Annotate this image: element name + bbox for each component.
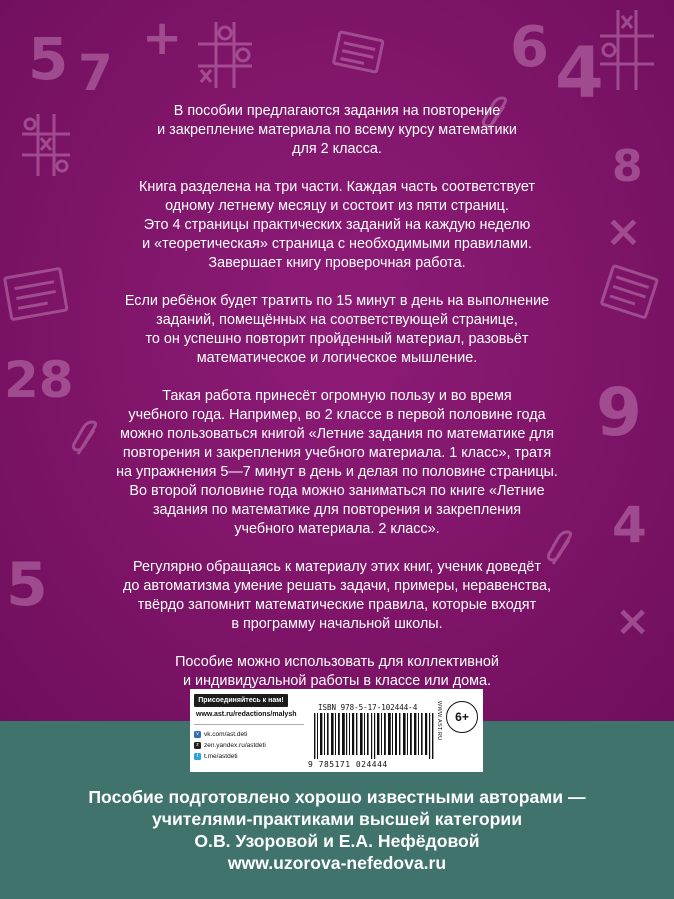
telegram-icon: t: [194, 753, 201, 760]
paragraph-school-year: Такая работа принесёт огромную пользу и во время учебного года. Например, во 2 классе в первой половине года можно пользоваться книгой «Летние задания по математике для повторения и закрепления учебного материала. 1 класс», тратя на упражнения 5—7 минут в день и делая по половине страницы. Во второй половине года можно заниматься по книге «Летние задания по математике для повторения и закрепления учебного материала. 2 класс».: [116, 388, 558, 537]
social-link-telegram[interactable]: [194, 751, 266, 761]
vertical-site-text: WWW.AST.RU: [436, 701, 442, 741]
description-text: [80, 102, 594, 710]
deco-digit-9: 9: [596, 374, 642, 451]
notebook-sheet-icon: [330, 30, 386, 76]
deco-digits-28: 28: [4, 351, 74, 409]
join-us-button[interactable]: Присоединяйтесь к нам!: [194, 694, 288, 707]
vk-icon: v: [194, 731, 201, 738]
barcode-number: 9 785171 024444: [308, 760, 388, 769]
authors-names: О.В. Узоровой и Е.А. Нефёдовой: [194, 831, 480, 851]
barcode-image: [312, 713, 434, 759]
deco-multiply: ×: [605, 206, 642, 257]
authors-block: [30, 786, 644, 874]
deco-digit-5b: 5: [6, 550, 48, 620]
notebook-sheet-icon: [600, 264, 660, 322]
deco-digit-5: 5: [28, 25, 69, 93]
panel-divider: [194, 724, 304, 725]
social-link-text: vk.com/ast.deti: [204, 730, 248, 738]
social-link-zen[interactable]: [194, 740, 266, 750]
social-links: [194, 729, 266, 762]
tic-tac-toe-grid-icon: [196, 20, 254, 90]
paragraph-benefits: Регулярно обращаясь к материалу этих книг, ученик доведёт до автоматизма умение решать задачи, примеры, неравенства, твёрдо запомнит математические правила, которые входят в программу начальной школы.: [122, 559, 552, 632]
deco-digit-4: 4: [555, 32, 604, 114]
authors-line: учителями-практиками высшей категории: [151, 809, 523, 829]
social-link-vk[interactable]: [194, 729, 266, 739]
paragraph-daily-practice: Если ребёнок будет тратить по 15 минут в день на выполнение заданий, помещённых на соответствующей странице, то он успешно повторит пройденный материал, разовьёт математическое и логическое мышление.: [124, 293, 550, 366]
tic-tac-toe-grid-icon: [20, 112, 72, 178]
tic-tac-toe-grid-icon: [598, 8, 656, 92]
paragraph-intro: В пособии предлагаются задания на повторение и закрепление материала по всему курсу математики для 2 класса.: [157, 103, 517, 157]
social-link-text: t.me/astdeti: [204, 752, 238, 760]
deco-digit-7: 7: [78, 44, 113, 102]
notebook-sheet-icon: [2, 265, 70, 325]
deco-digit-4b: 4: [612, 496, 647, 554]
deco-multiply-b: ×: [615, 596, 651, 645]
publisher-site-link[interactable]: www.ast.ru/redactions/malysh: [196, 711, 297, 718]
paragraph-structure: Книга разделена на три части. Каждая часть соответствует одному летнему месяцу и состоит из пяти страниц. Это 4 страницы практических заданий на каждую неделю и «теоретическая» страница с необходимыми правилами. Завершает книгу проверочная работа.: [139, 179, 535, 271]
deco-digit-6: 6: [510, 15, 549, 80]
authors-website[interactable]: www.uzorova-nefedova.ru: [227, 853, 447, 873]
isbn-number: ISBN 978-5-17-102444-4: [318, 703, 418, 712]
zen-icon: z: [194, 742, 201, 749]
deco-plus: +: [142, 10, 183, 66]
social-link-text: zen.yandex.ru/astdeti: [204, 741, 266, 749]
paragraph-usage: Пособие можно использовать для коллективной и индивидуальной работы в классе или дома.: [175, 654, 499, 689]
age-rating-badge: 6+: [446, 701, 478, 733]
deco-digit-8: 8: [612, 141, 643, 192]
authors-line: Пособие подготовлено хорошо известными авторами —: [88, 787, 586, 807]
barcode-panel: [190, 689, 483, 772]
